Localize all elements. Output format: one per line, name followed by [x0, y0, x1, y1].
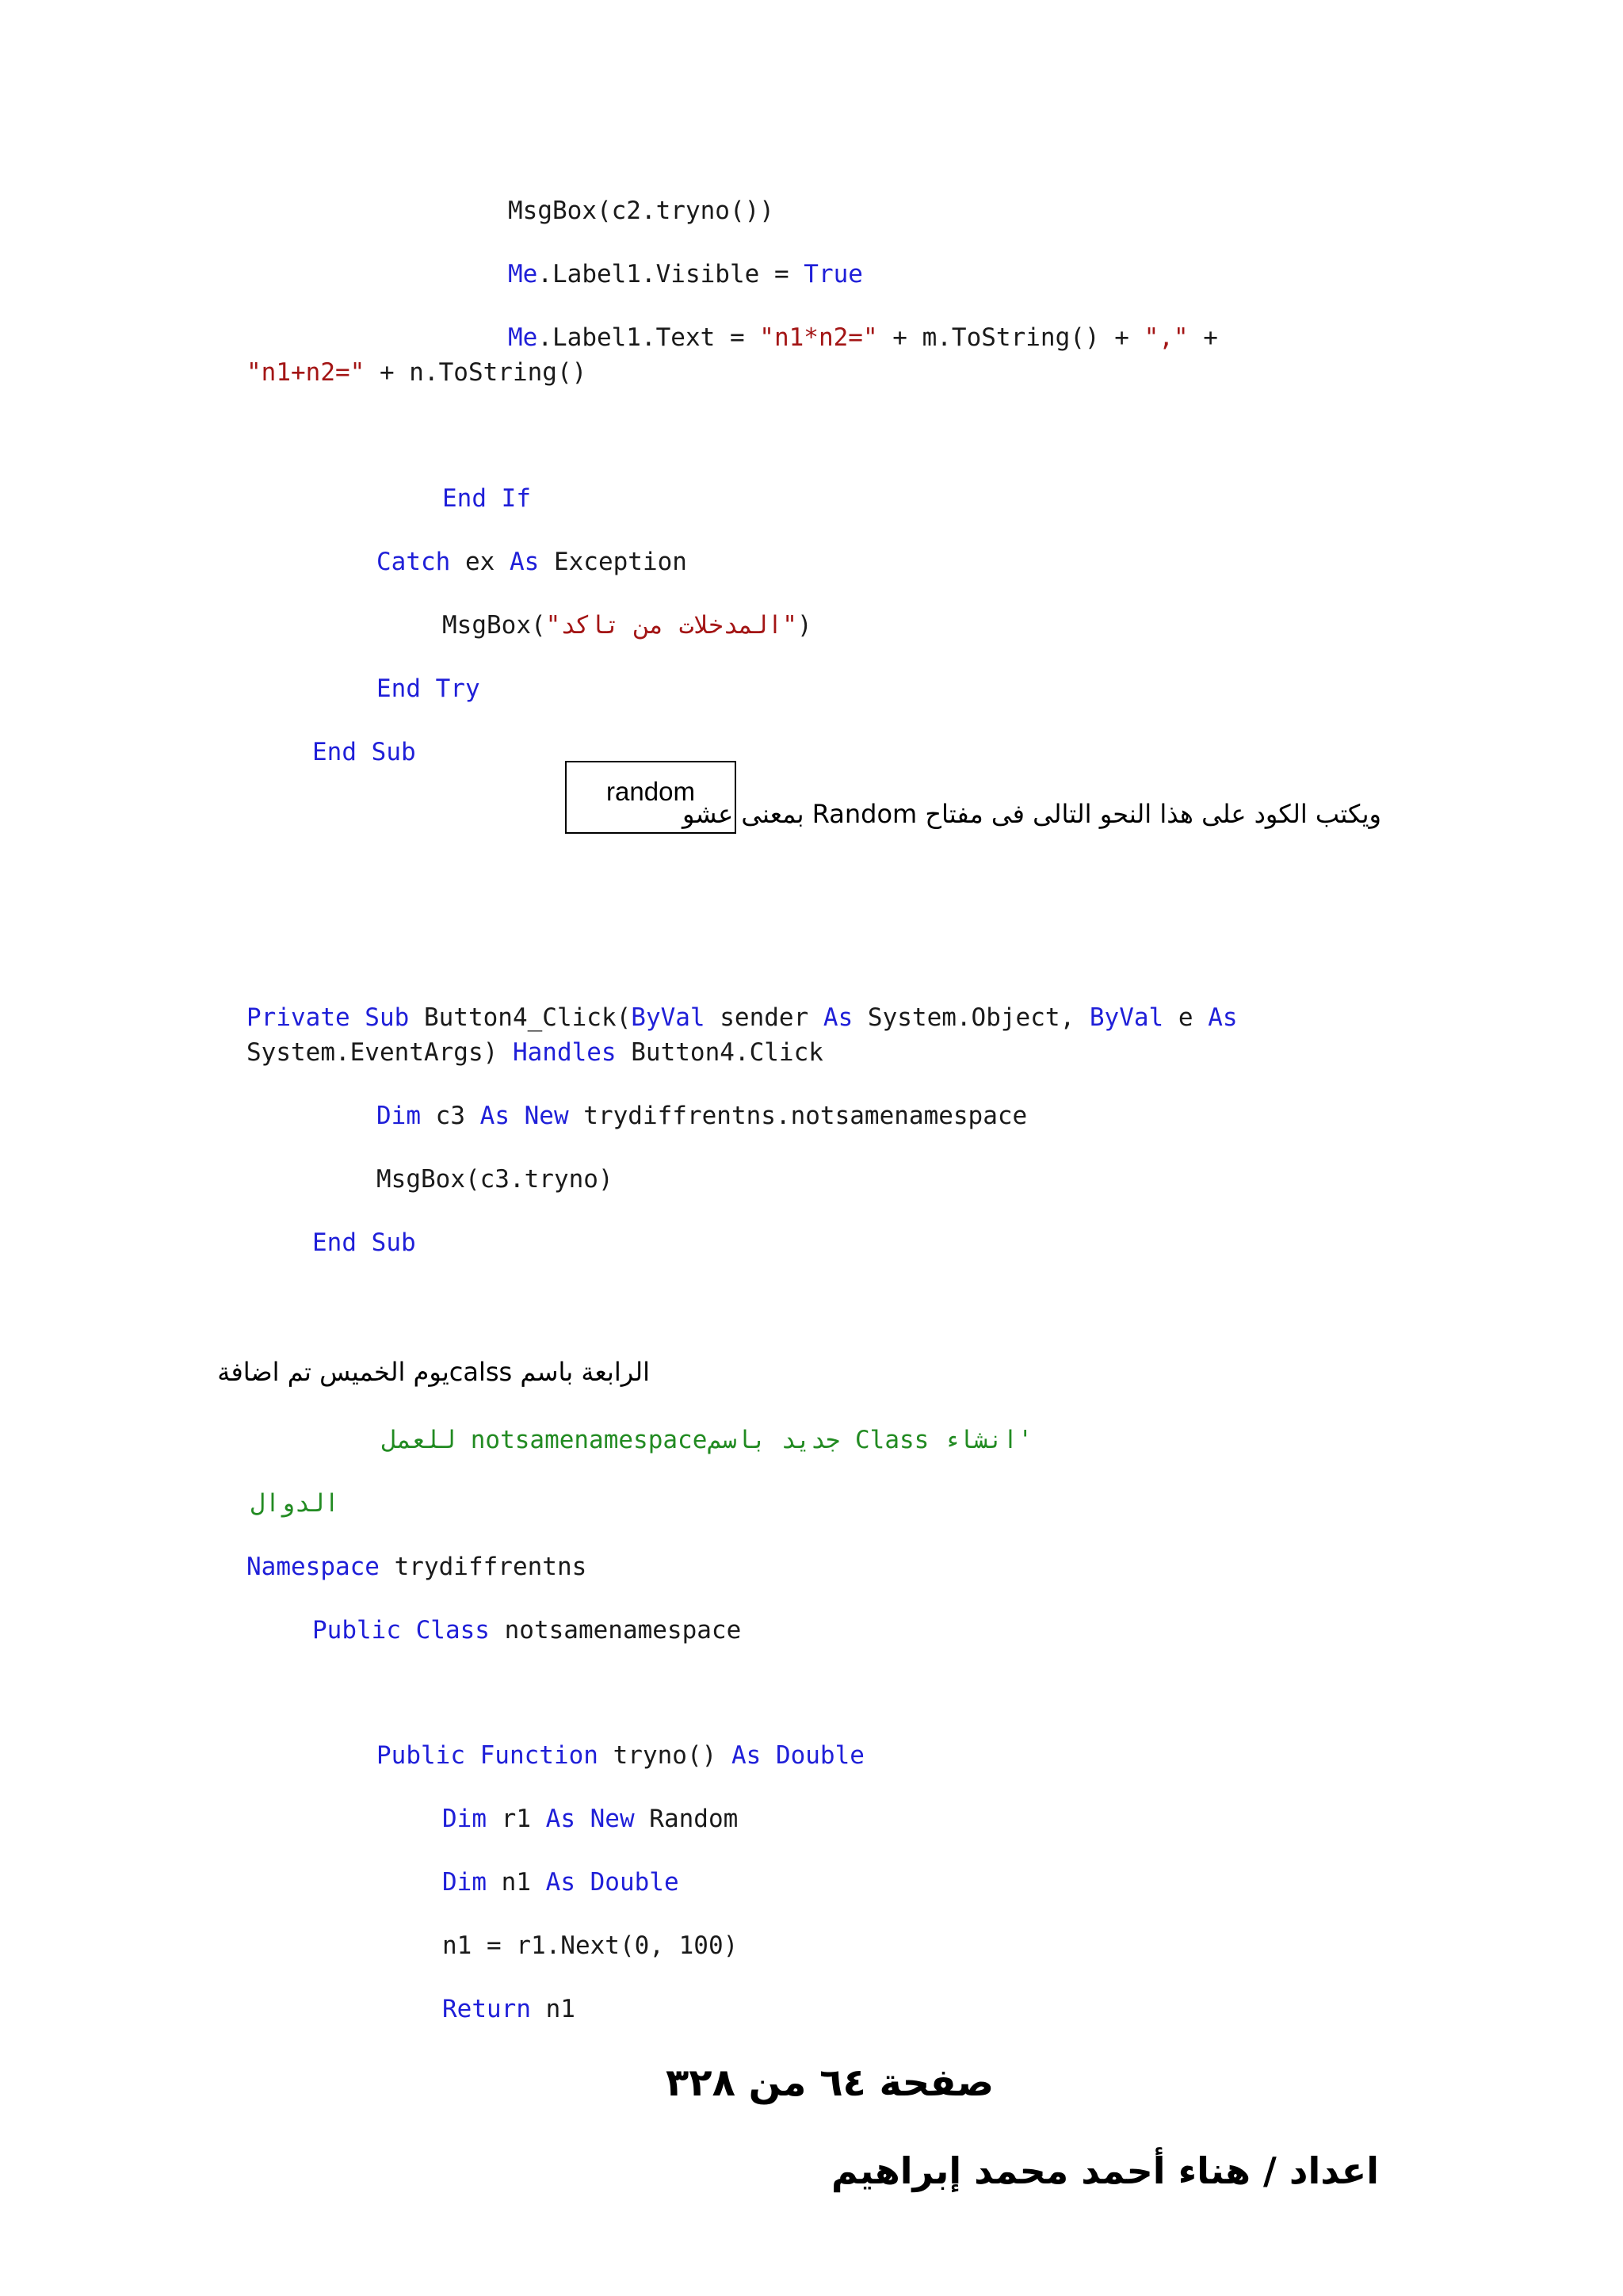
code-line [312, 735, 416, 770]
keyword: True [804, 260, 863, 288]
keyword: As New [545, 1805, 635, 1833]
string-literal: "المدخلات من تاكد" [545, 611, 797, 640]
code-text: MsgBox( [442, 611, 546, 640]
code-line [312, 1613, 741, 1648]
code-text: MsgBox(c3.tryno) [376, 1165, 613, 1194]
code-text: .Label1.Text = [537, 323, 760, 352]
keyword: Me [508, 323, 538, 352]
keyword: End Try [376, 674, 480, 703]
code-line [246, 1549, 586, 1584]
keyword: End If [442, 484, 531, 513]
keyword: As [823, 1003, 854, 1032]
code-text: n1 [487, 1868, 546, 1897]
code-text: MsgBox(c2.tryno()) [508, 197, 774, 225]
code-line [508, 257, 863, 292]
keyword: Double [575, 1868, 679, 1897]
code-text: c3 [421, 1102, 480, 1130]
keyword: Dim [376, 1102, 421, 1130]
keyword: ByVal [631, 1003, 705, 1032]
code-text: Exception [539, 548, 687, 576]
code-line [376, 1162, 613, 1197]
code-text: .Label1.Visible = [537, 260, 804, 288]
code-line [246, 1035, 823, 1070]
code-text: trydiffrentns.notsamenamespace [568, 1102, 1028, 1130]
code-text: ) [796, 611, 812, 640]
keyword: As [731, 1741, 762, 1770]
keyword: Dim [442, 1805, 487, 1833]
keyword: Public Function [376, 1741, 598, 1770]
keyword: As [509, 548, 540, 576]
code-line [442, 481, 531, 516]
code-text: sender [705, 1003, 823, 1032]
code-text: System.EventArgs) [246, 1038, 513, 1067]
keyword: As [1208, 1003, 1238, 1032]
code-text: Button4.Click [616, 1038, 823, 1067]
code-text: e [1163, 1003, 1209, 1032]
code-line [376, 671, 480, 706]
code-line [246, 1000, 1238, 1035]
keyword: As New [479, 1102, 569, 1130]
code-text: n1 = r1.Next(0, 100) [442, 1931, 739, 1960]
string-literal: "," [1144, 323, 1189, 352]
code-line [442, 1801, 738, 1836]
code-text: Button4_Click( [409, 1003, 632, 1032]
keyword: Namespace [246, 1553, 380, 1581]
string-literal: "n1+n2=" [246, 358, 365, 387]
keyword: Private Sub [246, 1003, 410, 1032]
code-text: r1 [487, 1805, 546, 1833]
keyword: End Sub [312, 738, 416, 766]
code-line [442, 608, 812, 643]
keyword: Public Class [312, 1616, 490, 1645]
code-line [376, 544, 687, 579]
keyword: Double [761, 1741, 865, 1770]
keyword: Me [508, 260, 538, 288]
code-text: + m.ToString() + [877, 323, 1144, 352]
code-text: n1 [530, 1995, 575, 2023]
code-text: Random [634, 1805, 739, 1833]
author-credit: اعداد / هناء أحمد محمد إبراهيم [831, 2149, 1379, 2192]
keyword: ByVal [1089, 1003, 1164, 1032]
code-comment [250, 1486, 339, 1521]
keyword: Handles [512, 1038, 617, 1067]
comment-text: 'انشاء Class جديد باسمnotsamenamespace للعمل [381, 1426, 1033, 1454]
code-line [508, 320, 1218, 355]
note-text: الرابعة باسم calssيوم الخميس تم اضافة [217, 1357, 650, 1387]
keyword: Return [442, 1995, 531, 2023]
code-line [376, 1098, 1027, 1133]
code-text: tryno() [598, 1741, 731, 1770]
code-line [246, 355, 586, 390]
string-literal: "n1*n2=" [759, 323, 878, 352]
code-text: + [1188, 323, 1218, 352]
code-text: ex [450, 548, 510, 576]
code-line [376, 1738, 865, 1773]
code-text: + n.ToString() [365, 358, 587, 387]
comment-text: الدوال [250, 1489, 339, 1518]
page-number: صفحة ٦٤ من ٣٢٨ [666, 2061, 995, 2105]
code-line [442, 1928, 738, 1963]
random-button-shape: random [565, 761, 736, 834]
code-line [442, 1865, 679, 1900]
code-text: notsamenamespace [489, 1616, 742, 1645]
keyword: Catch [376, 548, 451, 576]
keyword: As [545, 1868, 575, 1897]
code-line [442, 1992, 575, 2027]
code-text: trydiffrentns [379, 1553, 587, 1581]
code-line [508, 193, 774, 228]
code-comment [382, 1423, 1033, 1457]
code-text: System.Object, [853, 1003, 1090, 1032]
keyword: Dim [442, 1868, 487, 1897]
code-line [312, 1225, 416, 1260]
keyword: End Sub [312, 1228, 416, 1257]
random-description: ويكتب الكود على هذا النحو التالى فى مفتاح Random بمعنى عشو [682, 799, 1381, 829]
